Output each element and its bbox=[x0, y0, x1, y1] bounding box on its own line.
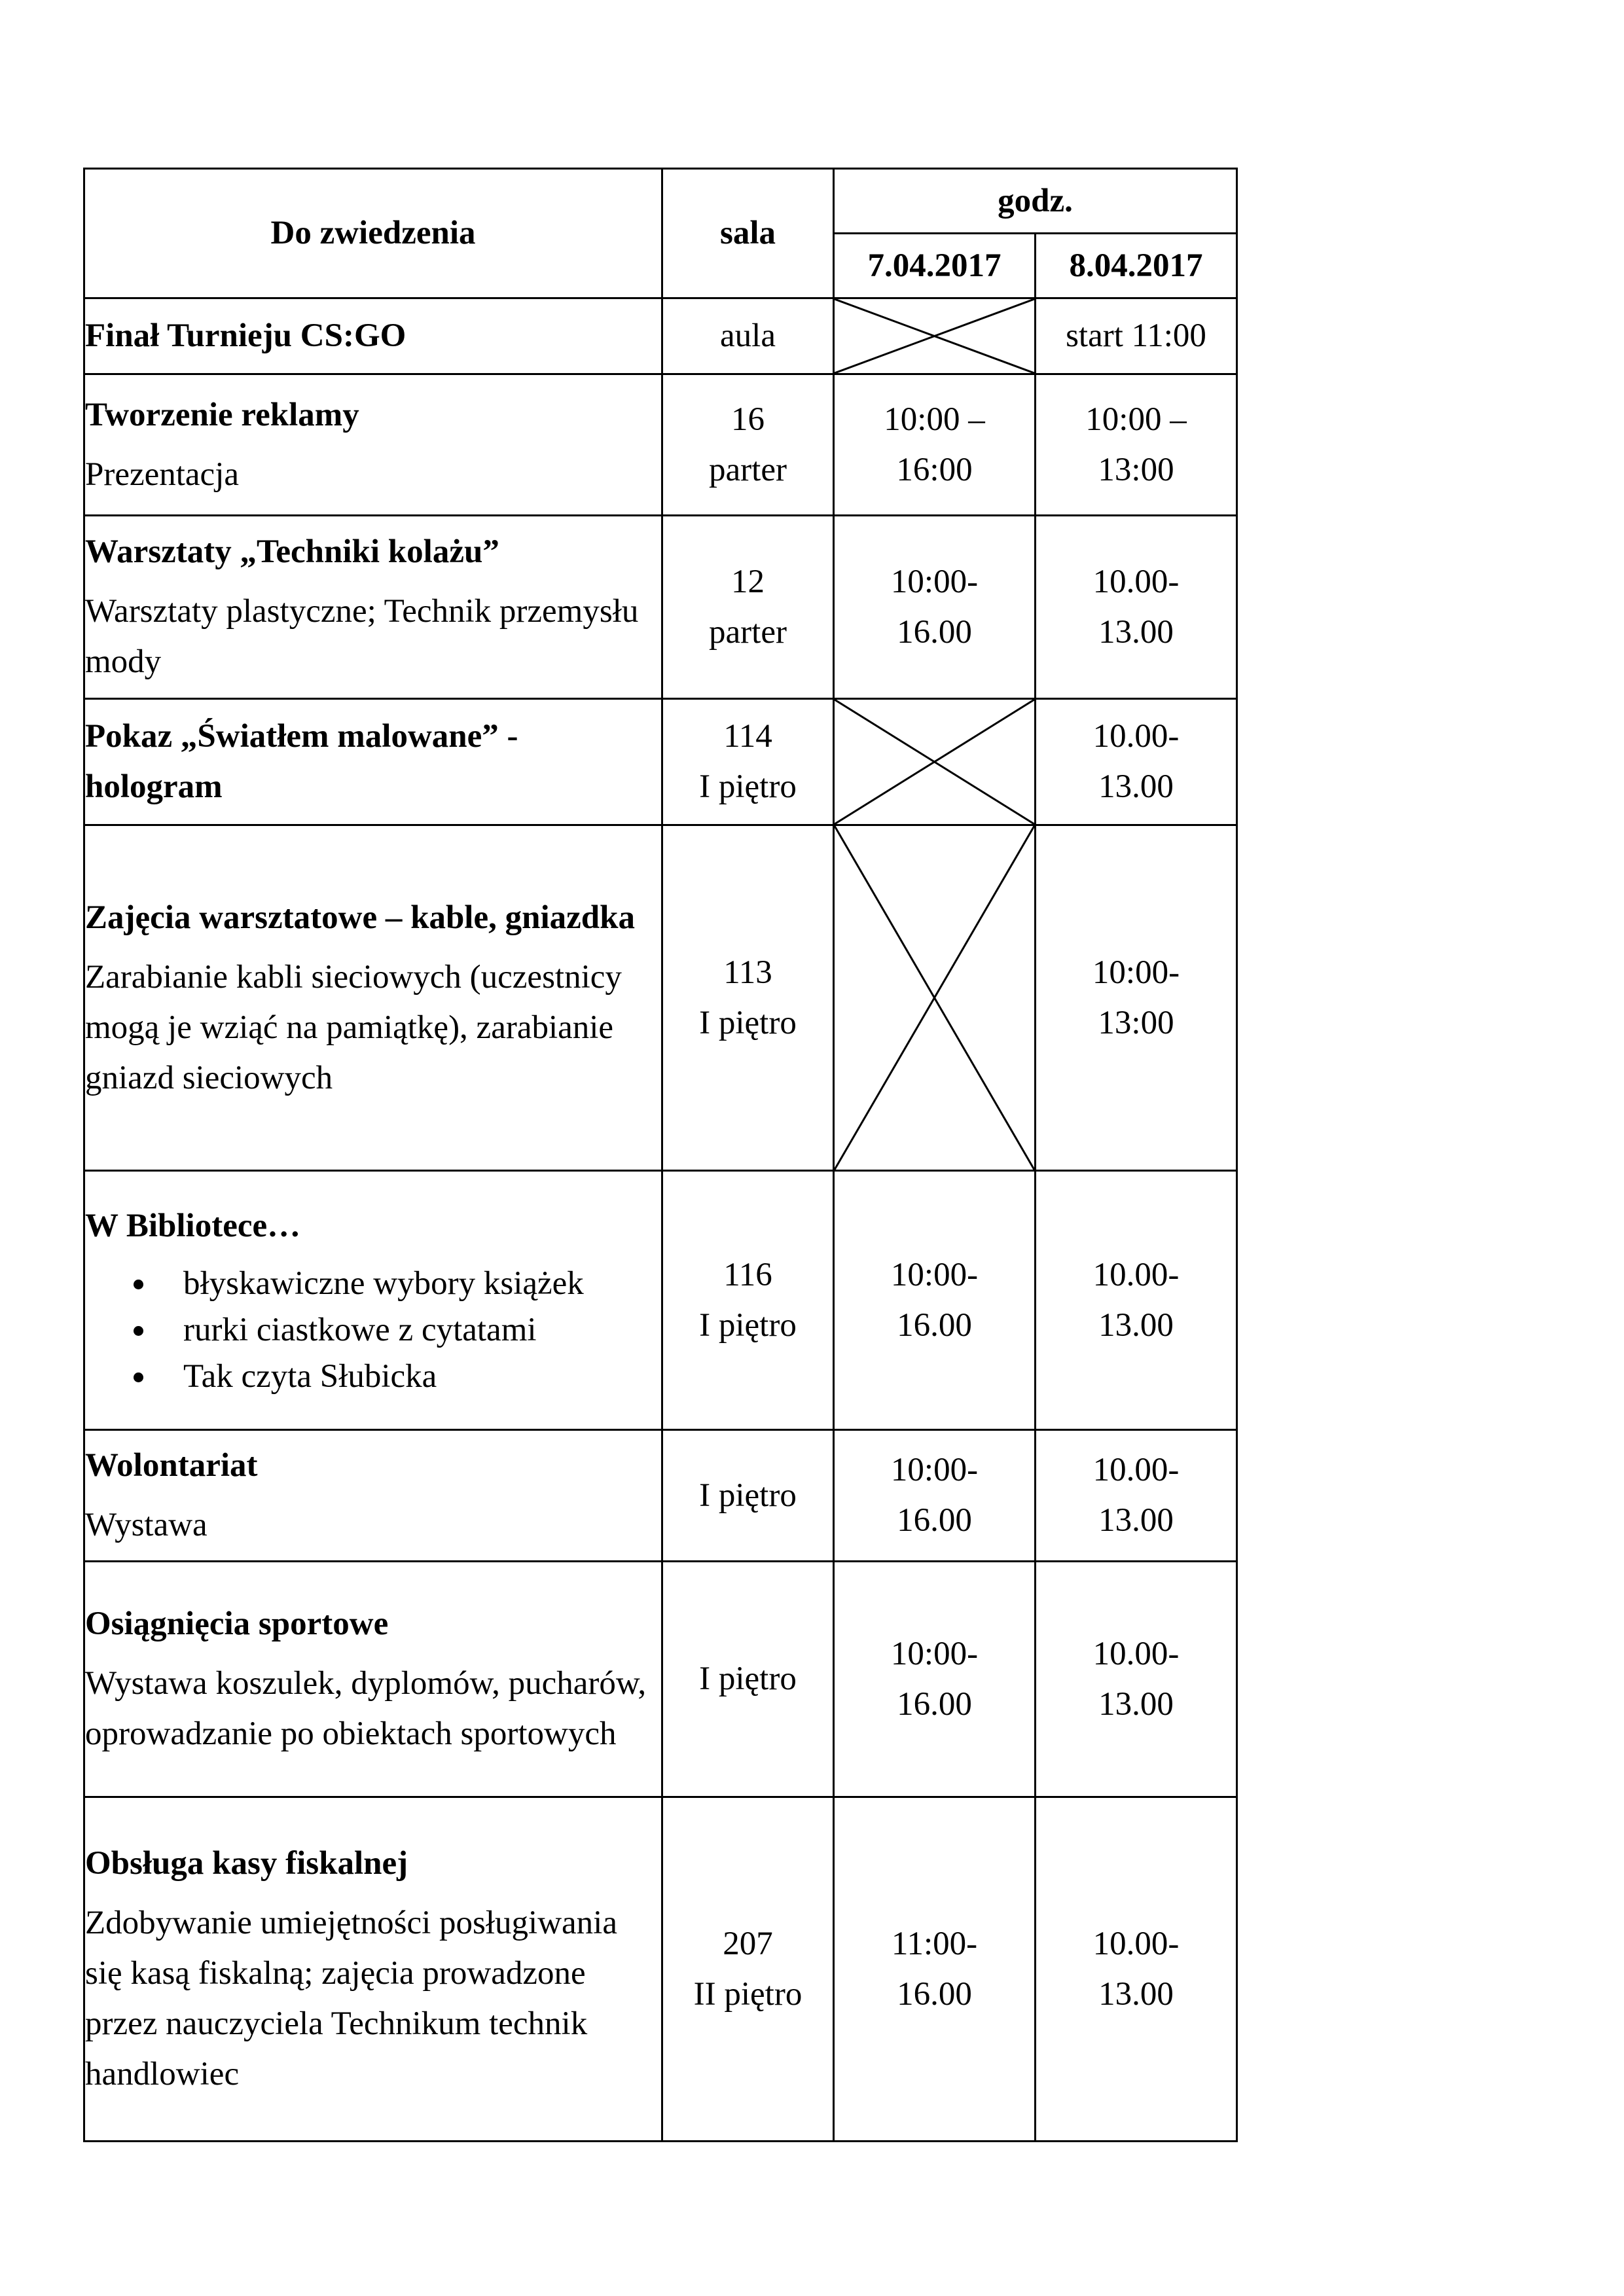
time-cell-day-2 bbox=[1036, 516, 1237, 699]
attraction-cell bbox=[84, 1562, 662, 1797]
room-cell bbox=[662, 1797, 834, 2142]
time-text: 13:00 bbox=[1098, 451, 1174, 488]
room-text: parter bbox=[709, 451, 787, 488]
time-text: 13.00 bbox=[1098, 613, 1174, 651]
time-text: 16:00 bbox=[896, 451, 973, 488]
not-available-cell bbox=[834, 825, 1036, 1171]
table-row bbox=[84, 1797, 1237, 2142]
time-text: 10.00- bbox=[1092, 563, 1180, 600]
room-cell bbox=[662, 1430, 834, 1562]
room-text: I piętro bbox=[699, 1306, 797, 1344]
table-row bbox=[84, 298, 1237, 374]
table-row bbox=[84, 374, 1237, 516]
table-row bbox=[84, 1562, 1237, 1797]
cross-out-icon bbox=[835, 700, 1034, 824]
cross-out-icon bbox=[835, 299, 1034, 373]
room-text: 16 bbox=[731, 401, 765, 438]
attraction-title: Wolontariat bbox=[85, 1447, 258, 1484]
room-text: I piętro bbox=[699, 768, 797, 805]
attraction-title: Osiągnięcia sportowe bbox=[85, 1605, 389, 1642]
time-text: 10:00 – bbox=[884, 401, 985, 438]
attraction-description: Zarabianie kabli sieciowych (uczestnicy mogą je wziąć na pamiątkę), zarabianie gniazd sieciowych bbox=[85, 958, 622, 1096]
attraction-title: Zajęcia warsztatowe – kable, gniazdka bbox=[85, 899, 636, 936]
time-cell-day-2 bbox=[1036, 1171, 1237, 1430]
room-text: 12 bbox=[731, 563, 765, 600]
attraction-title: Warsztaty „Techniki kolażu” bbox=[85, 533, 499, 570]
attraction-description: Wystawa bbox=[85, 1507, 208, 1543]
time-cell-day-2 bbox=[1036, 1797, 1237, 2142]
time-text: 13.00 bbox=[1098, 1306, 1174, 1344]
time-text: 13.00 bbox=[1098, 1975, 1174, 2013]
room-cell bbox=[662, 699, 834, 825]
room-text: 116 bbox=[723, 1256, 772, 1293]
time-text: 13.00 bbox=[1098, 768, 1174, 805]
time-cell-day-1 bbox=[834, 516, 1036, 699]
room-text: I piętro bbox=[699, 1004, 797, 1041]
attraction-description: Warsztaty plastyczne; Technik przemysłu mody bbox=[85, 593, 639, 680]
time-cell-day-2 bbox=[1036, 1430, 1237, 1562]
not-available-cell bbox=[834, 298, 1036, 374]
time-text: 16.00 bbox=[897, 1306, 972, 1344]
list-item: błyskawiczne wybory książek bbox=[183, 1261, 661, 1307]
room-text: aula bbox=[720, 317, 776, 354]
time-text: start 11:00 bbox=[1066, 317, 1206, 354]
room-cell bbox=[662, 516, 834, 699]
room-text: 113 bbox=[723, 954, 772, 991]
time-text: 10.00- bbox=[1092, 1256, 1180, 1293]
attraction-title: Finał Turnieju CS:GO bbox=[85, 317, 406, 354]
attraction-cell bbox=[84, 825, 662, 1171]
room-text: I piętro bbox=[699, 1477, 797, 1514]
schedule-table bbox=[83, 168, 1238, 2142]
time-text: 10:00 – bbox=[1085, 401, 1187, 438]
attraction-description: Zdobywanie umiejętności posługiwania się kasą fiskalną; zajęcia prowadzone przez nauczyciela Technikum technik handlowiec bbox=[85, 1905, 617, 2092]
time-text: 16.00 bbox=[897, 1685, 972, 1723]
room-cell bbox=[662, 1171, 834, 1430]
room-cell bbox=[662, 374, 834, 516]
header-room: sala bbox=[662, 169, 834, 298]
time-text: 10:00- bbox=[890, 1635, 979, 1672]
table-row bbox=[84, 699, 1237, 825]
attraction-title: Tworzenie reklamy bbox=[85, 396, 359, 433]
time-text: 11:00- bbox=[891, 1925, 978, 1962]
time-text: 13.00 bbox=[1098, 1502, 1174, 1539]
attraction-cell bbox=[84, 1797, 662, 2142]
time-text: 13.00 bbox=[1098, 1685, 1174, 1723]
attraction-cell bbox=[84, 374, 662, 516]
header-date-2: 8.04.2017 bbox=[1036, 234, 1237, 298]
table-row bbox=[84, 1430, 1237, 1562]
table-row bbox=[84, 825, 1237, 1171]
room-text: 114 bbox=[723, 718, 772, 755]
time-cell-day-1 bbox=[834, 1797, 1036, 2142]
time-cell-day-1 bbox=[834, 1562, 1036, 1797]
attraction-cell bbox=[84, 699, 662, 825]
attraction-description: Prezentacja bbox=[85, 456, 240, 493]
attraction-cell bbox=[84, 1430, 662, 1562]
room-text: parter bbox=[709, 613, 787, 651]
attraction-title: Obsługa kasy fiskalnej bbox=[85, 1845, 408, 1882]
room-text: II piętro bbox=[693, 1975, 803, 2013]
bullet-list bbox=[85, 1261, 661, 1400]
time-cell-day-2 bbox=[1036, 298, 1237, 374]
table-row bbox=[84, 516, 1237, 699]
room-text: 207 bbox=[723, 1925, 773, 1962]
time-text: 16.00 bbox=[897, 1502, 972, 1539]
attraction-title: Pokaz „Światłem malowane” - hologram bbox=[85, 718, 518, 805]
time-text: 10:00- bbox=[890, 1256, 979, 1293]
time-cell-day-2 bbox=[1036, 374, 1237, 516]
time-cell-day-2 bbox=[1036, 699, 1237, 825]
attraction-cell bbox=[84, 1171, 662, 1430]
time-text: 10.00- bbox=[1092, 1452, 1180, 1488]
list-item: rurki ciastkowe z cytatami bbox=[183, 1307, 661, 1354]
time-text: 16.00 bbox=[897, 1975, 972, 2013]
time-text: 10:00- bbox=[1092, 954, 1180, 991]
time-cell-day-1 bbox=[834, 1171, 1036, 1430]
room-text: I piętro bbox=[699, 1660, 797, 1697]
cross-out-icon bbox=[835, 826, 1034, 1170]
attraction-title: W Bibliotece… bbox=[85, 1207, 301, 1244]
time-text: 16.00 bbox=[897, 613, 972, 651]
time-text: 13:00 bbox=[1098, 1004, 1174, 1041]
header-time: godz. bbox=[834, 169, 1237, 234]
time-cell-day-2 bbox=[1036, 1562, 1237, 1797]
room-cell bbox=[662, 298, 834, 374]
attraction-description: Wystawa koszulek, dyplomów, pucharów, oprowadzanie po obiektach sportowych bbox=[85, 1665, 647, 1752]
room-cell bbox=[662, 1562, 834, 1797]
time-text: 10.00- bbox=[1092, 1925, 1180, 1962]
header-attraction: Do zwiedzenia bbox=[84, 169, 662, 298]
not-available-cell bbox=[834, 699, 1036, 825]
time-text: 10:00- bbox=[890, 1452, 979, 1488]
time-cell-day-2 bbox=[1036, 825, 1237, 1171]
time-cell-day-1 bbox=[834, 374, 1036, 516]
attraction-cell bbox=[84, 298, 662, 374]
list-item: Tak czyta Słubicka bbox=[183, 1354, 661, 1400]
room-cell bbox=[662, 825, 834, 1171]
table-row bbox=[84, 1171, 1237, 1430]
time-cell-day-1 bbox=[834, 1430, 1036, 1562]
attraction-cell bbox=[84, 516, 662, 699]
time-text: 10.00- bbox=[1092, 718, 1180, 755]
header-date-1: 7.04.2017 bbox=[834, 234, 1036, 298]
time-text: 10:00- bbox=[890, 563, 979, 600]
time-text: 10.00- bbox=[1092, 1635, 1180, 1672]
